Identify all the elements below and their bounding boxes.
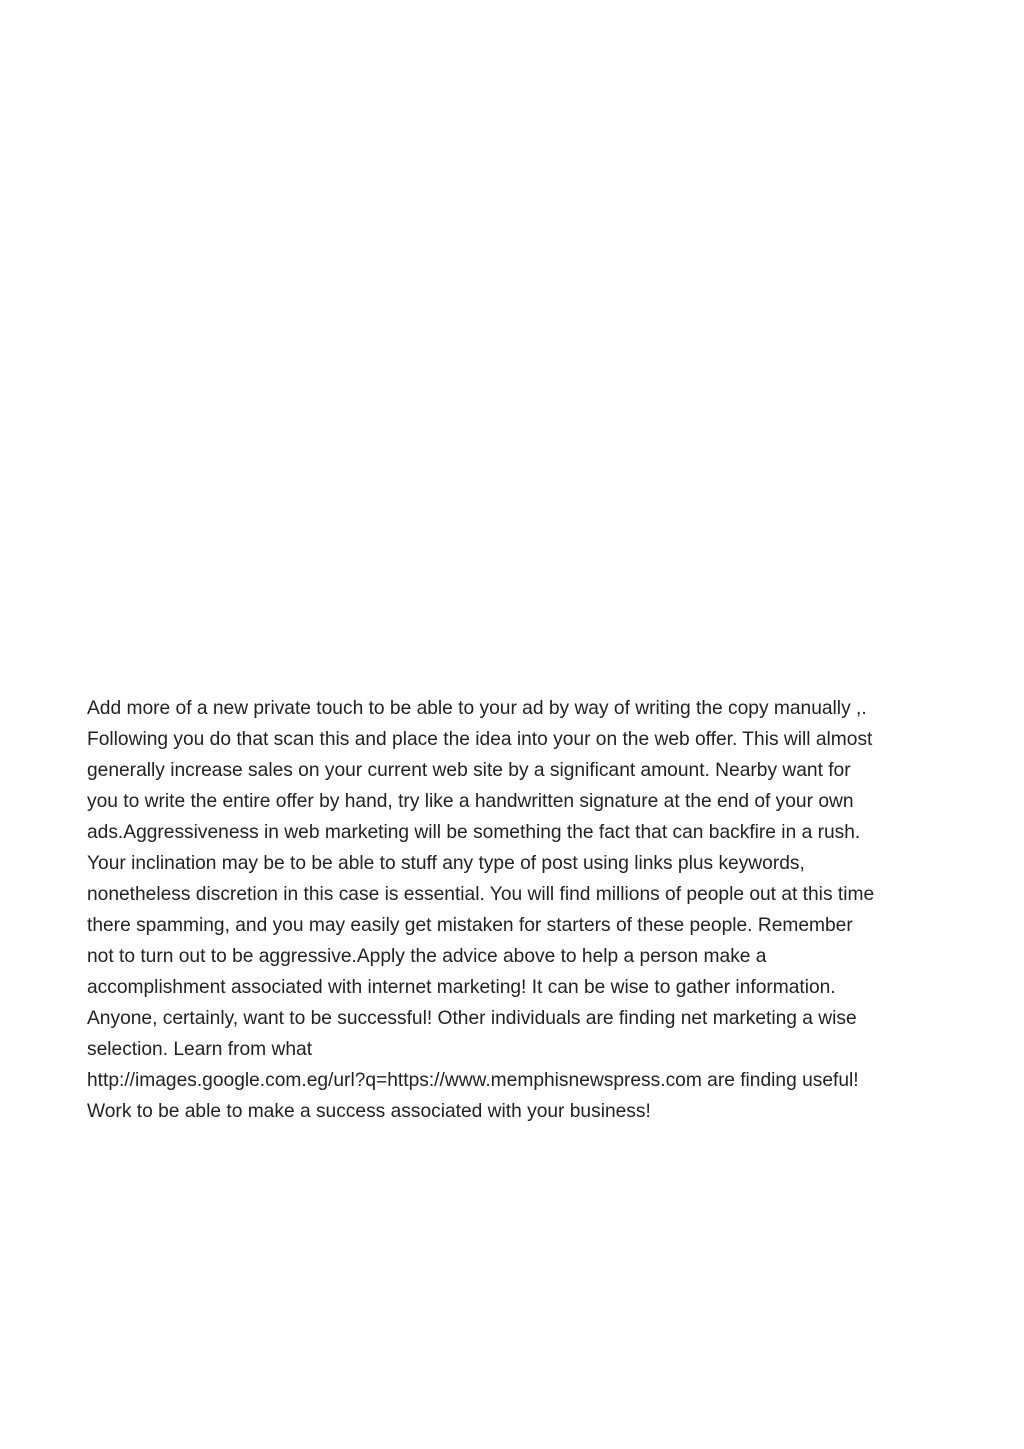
text-line: Following you do that scan this and place the idea into your on the web offer. This will almost [87, 729, 873, 750]
text-line: Work to be able to make a success associated with your business! [87, 1101, 651, 1122]
body-paragraph [87, 693, 947, 1127]
text-line: accomplishment associated with internet marketing! It can be wise to gather information. [87, 977, 836, 998]
text-line: not to turn out to be aggressive.Apply the advice above to help a person make a [87, 946, 767, 967]
text-line: selection. Learn from what [87, 1039, 313, 1060]
text-line: ads.Aggressiveness in web marketing will be something the fact that can backfire in a rush. [87, 822, 861, 843]
text-line: there spamming, and you may easily get mistaken for starters of these people. Remember [87, 915, 853, 936]
text-line: Anyone, certainly, want to be successful! Other individuals are finding net marketing a wise [87, 1008, 857, 1029]
url-text-line: http://images.google.com.eg/url?q=https://www.memphisnewspress.com are finding useful! [87, 1070, 859, 1091]
text-line: generally increase sales on your current web site by a significant amount. Nearby want for [87, 760, 851, 781]
text-line: Your inclination may be to be able to stuff any type of post using links plus keywords, [87, 853, 805, 874]
text-line: you to write the entire offer by hand, try like a handwritten signature at the end of your own [87, 791, 854, 812]
text-line: Add more of a new private touch to be able to your ad by way of writing the copy manually ,. [87, 698, 867, 719]
text-line: nonetheless discretion in this case is essential. You will find millions of people out at this time [87, 884, 875, 905]
